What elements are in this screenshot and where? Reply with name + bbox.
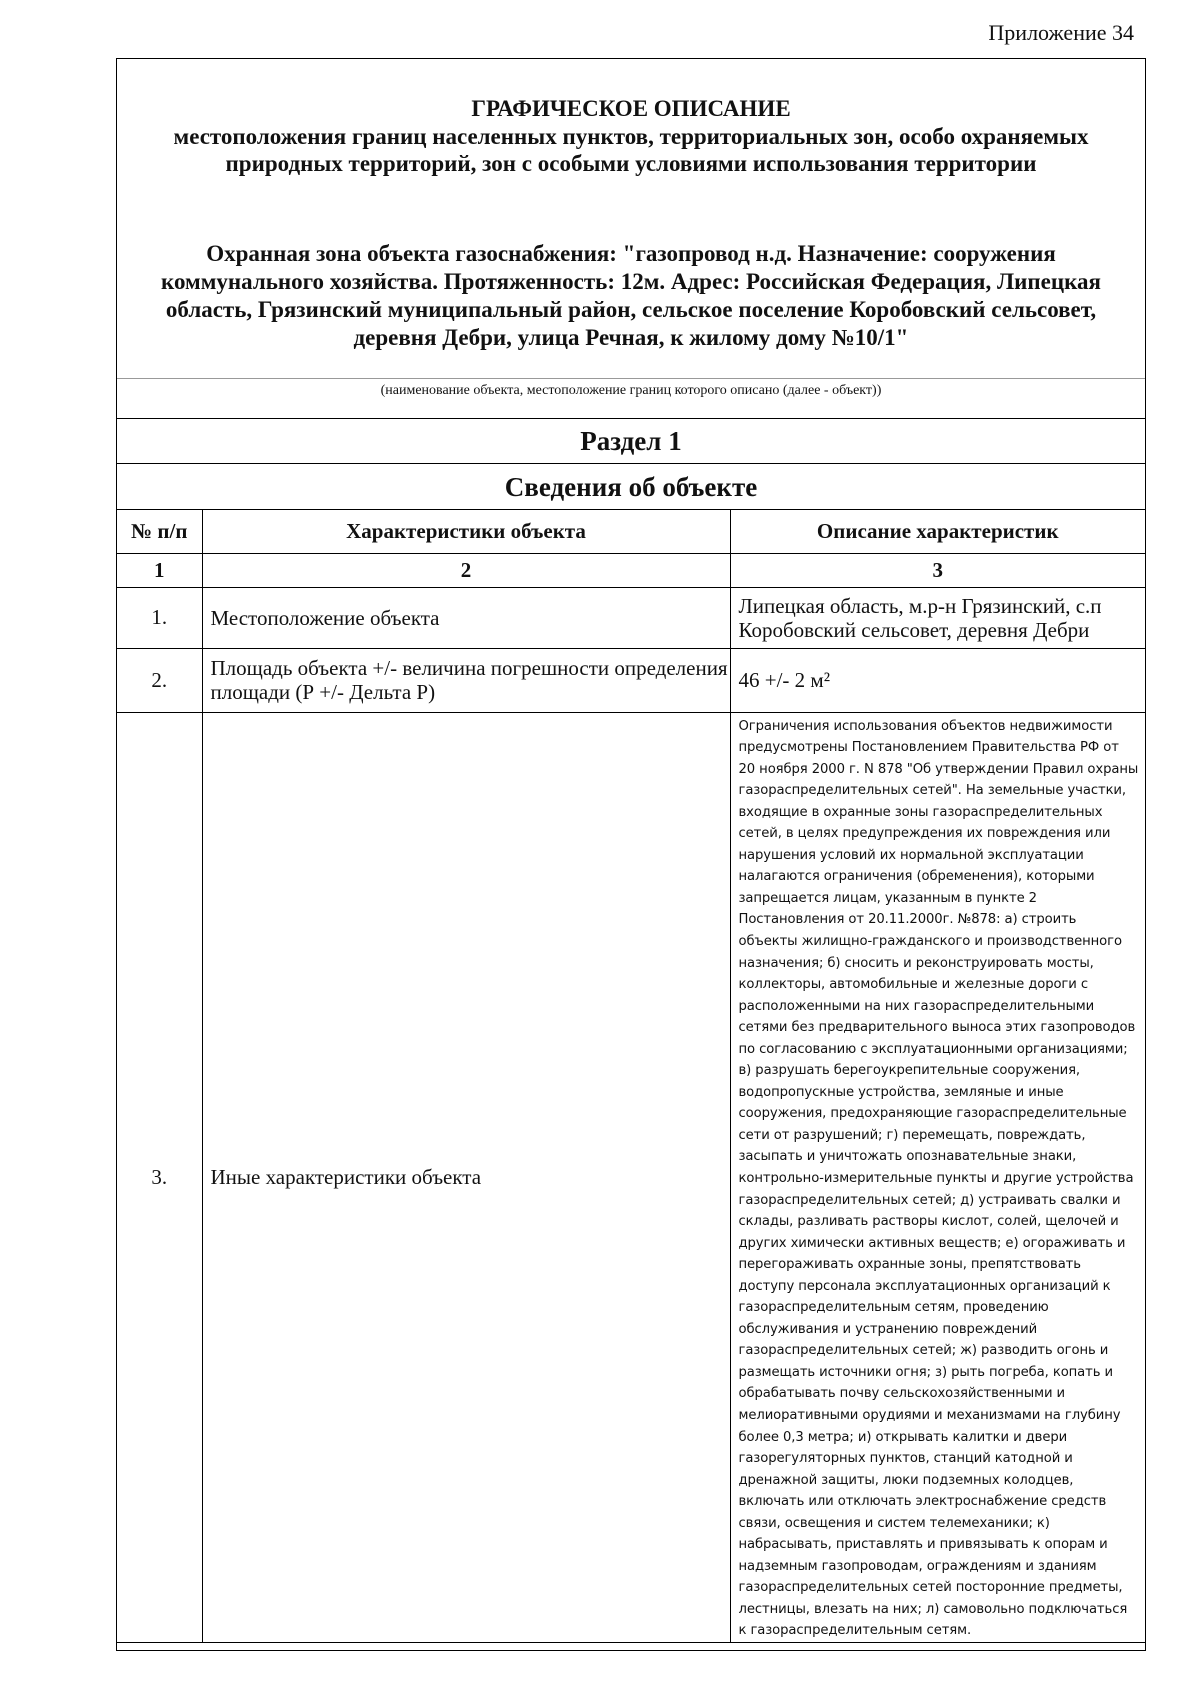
- appendix-label: Приложение 34: [988, 20, 1134, 45]
- table-header-row: [117, 510, 1145, 553]
- document-subtitle: местоположения границ населенных пунктов, территориальных зон, особо охраняемых природных территорий, зон с особыми условиями использования территории: [173, 124, 1089, 176]
- row-description: 46 +/- 2 м²: [730, 648, 1145, 712]
- document-title: ГРАФИЧЕСКОЕ ОПИСАНИЕ: [471, 96, 791, 121]
- row-number: 2.: [117, 648, 202, 712]
- section-title: Сведения об объекте: [117, 464, 1145, 510]
- row-number: 3.: [117, 712, 202, 1643]
- column-number-row: [117, 553, 1145, 587]
- object-name-underline: [117, 378, 1145, 379]
- row-description: Липецкая область, м.р-н Грязинский, с.п Коробовский сельсовет, деревня Дебри: [730, 587, 1145, 648]
- document-frame: [116, 58, 1146, 1651]
- row-number: 1.: [117, 587, 202, 648]
- row-characteristic: Местоположение объекта: [202, 587, 730, 648]
- object-name-caption: (наименование объекта, местоположение границ которого описано (далее - объект)): [380, 383, 882, 398]
- section-number: Раздел 1: [117, 419, 1145, 464]
- header-number: № п/п: [117, 510, 202, 553]
- row-characteristic: Иные характеристики объекта: [202, 712, 730, 1643]
- table-row: [117, 712, 1145, 1643]
- header-description: Описание характеристик: [730, 510, 1145, 553]
- table-row: [117, 587, 1145, 648]
- object-info-table: [117, 510, 1145, 1643]
- object-name: Охранная зона объекта газоснабжения: "газопровод н.д. Назначение: сооружения коммунального хозяйства. Протяженность: 12м. Адрес: Российская Федерация, Липецкая область, Грязинский муниципальный район, сельское поселение Коробовский сельсовет, деревня Дебри, улица Речная, к жилому дому №10/1": [161, 241, 1101, 350]
- column-number-1: 1: [117, 553, 202, 587]
- column-number-2: 2: [202, 553, 730, 587]
- row-characteristic: Площадь объекта +/- величина погрешности определения площади (Р +/- Дельта Р): [202, 648, 730, 712]
- table-row: [117, 648, 1145, 712]
- row-description: Ограничения использования объектов недвижимости предусмотрены Постановлением Правительства РФ от 20 ноября 2000 г. N 878 "Об утверждении Правил охраны газораспределительных сетей". На земельные участки, входящие в охранные зоны газораспределительных сетей, в целях предупреждения их повреждения или нарушения условий их нормальной эксплуатации налагаются ограничения (обременения), которыми запрещается лицам, указанным в пункте 2 Постановления от 20.11.2000г. №878: а) строить объекты жилищно-гражданского и производственного назначения; б) сносить и реконструировать мосты, коллекторы, автомобильные и железные дороги с расположенными на них газораспределительными сетями без предварительного выноса этих газопроводов по согласованию с эксплуатационными организациями; в) разрушать берегоукрепительные сооружения, водопропускные устройства, земляные и иные сооружения, предохраняющие газораспределительные сети от разрушений; г) перемещать, повреждать, засыпать и уничтожать опознавательные знаки, контрольно-измерительные пункты и другие устройства газораспределительных сетей; д) устраивать свалки и склады, разливать растворы кислот, солей, щелочей и других химически активных веществ; е) огораживать и перегораживать охранные зоны, препятствовать доступу персонала эксплуатационных организаций к газораспределительным сетям, проведению обслуживания и устранению повреждений газораспределительных сетей; ж) разводить огонь и размещать источники огня; з) рыть погреба, копать и обрабатывать почву сельскохозяйственными и мелиоративными орудиями и механизмами на глубину более 0,3 метра; и) открывать калитки и двери газорегуляторных пунктов, станций катодной и дренажной защиты, люки подземных колодцев, включать или отключать электроснабжение средств связи, освещения и систем телемеханики; к) набрасывать, приставлять и привязывать к опорам и надземным газопроводам, ограждениям и зданиям газораспределительных сетей посторонние предметы, лестницы, влезать на них; л) самовольно подключаться к газораспределительным сетям.: [730, 712, 1145, 1643]
- header-block: [117, 59, 1145, 419]
- column-number-3: 3: [730, 553, 1145, 587]
- header-characteristic: Характеристики объекта: [202, 510, 730, 553]
